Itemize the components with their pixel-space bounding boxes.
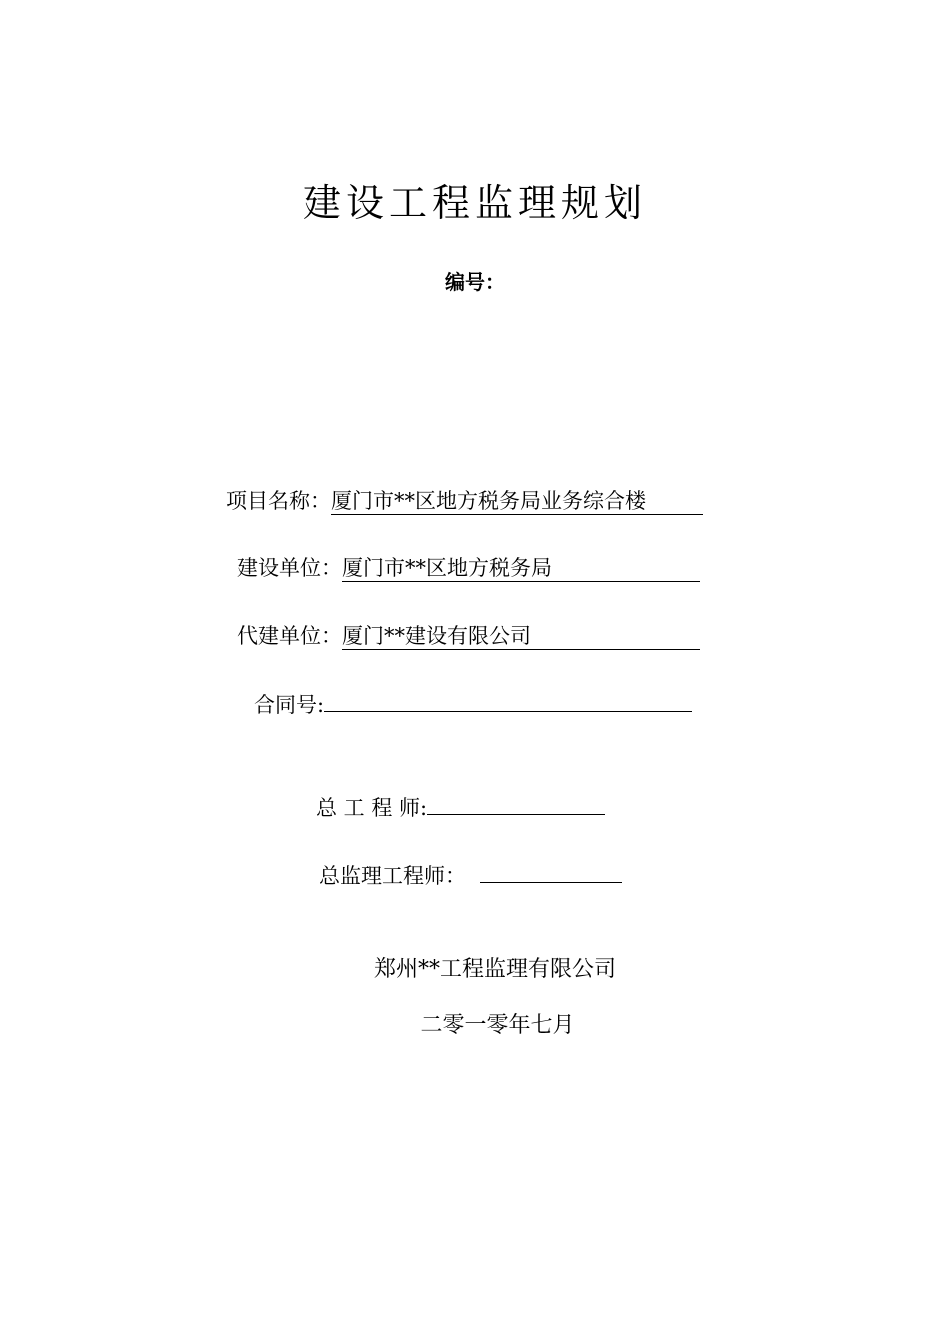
construction-unit-row [237, 553, 700, 583]
chief-engineer-row [316, 793, 605, 823]
chief-supervisor-label: 总监理工程师： [319, 864, 466, 888]
agent-unit-label: 代建单位： [237, 624, 342, 648]
chief-supervisor-row [319, 861, 622, 891]
construction-unit-value: 厦门市**区地方税务局 [342, 555, 700, 582]
document-number-label: 编号： [445, 270, 505, 294]
agent-unit-row [237, 621, 700, 651]
project-name-value: 厦门市**区地方税务局业务综合楼 [331, 488, 703, 515]
construction-unit-label: 建设单位： [237, 556, 342, 580]
agent-unit-value: 厦门**建设有限公司 [342, 623, 700, 650]
contract-number-row [254, 690, 692, 720]
chief-engineer-signature-line [427, 814, 605, 815]
chief-engineer-label: 总 工 程 师: [316, 796, 428, 820]
chief-supervisor-signature-line [480, 882, 622, 883]
document-date: 二零一零年七月 [420, 1013, 575, 1038]
project-name-row [226, 486, 703, 516]
supervising-company: 郑州**工程监理有限公司 [373, 957, 616, 982]
document-title: 建设工程监理规划 [302, 181, 647, 225]
contract-number-label: 合同号: [254, 693, 325, 717]
project-name-label: 项目名称： [226, 489, 331, 513]
contract-number-value [324, 711, 692, 712]
